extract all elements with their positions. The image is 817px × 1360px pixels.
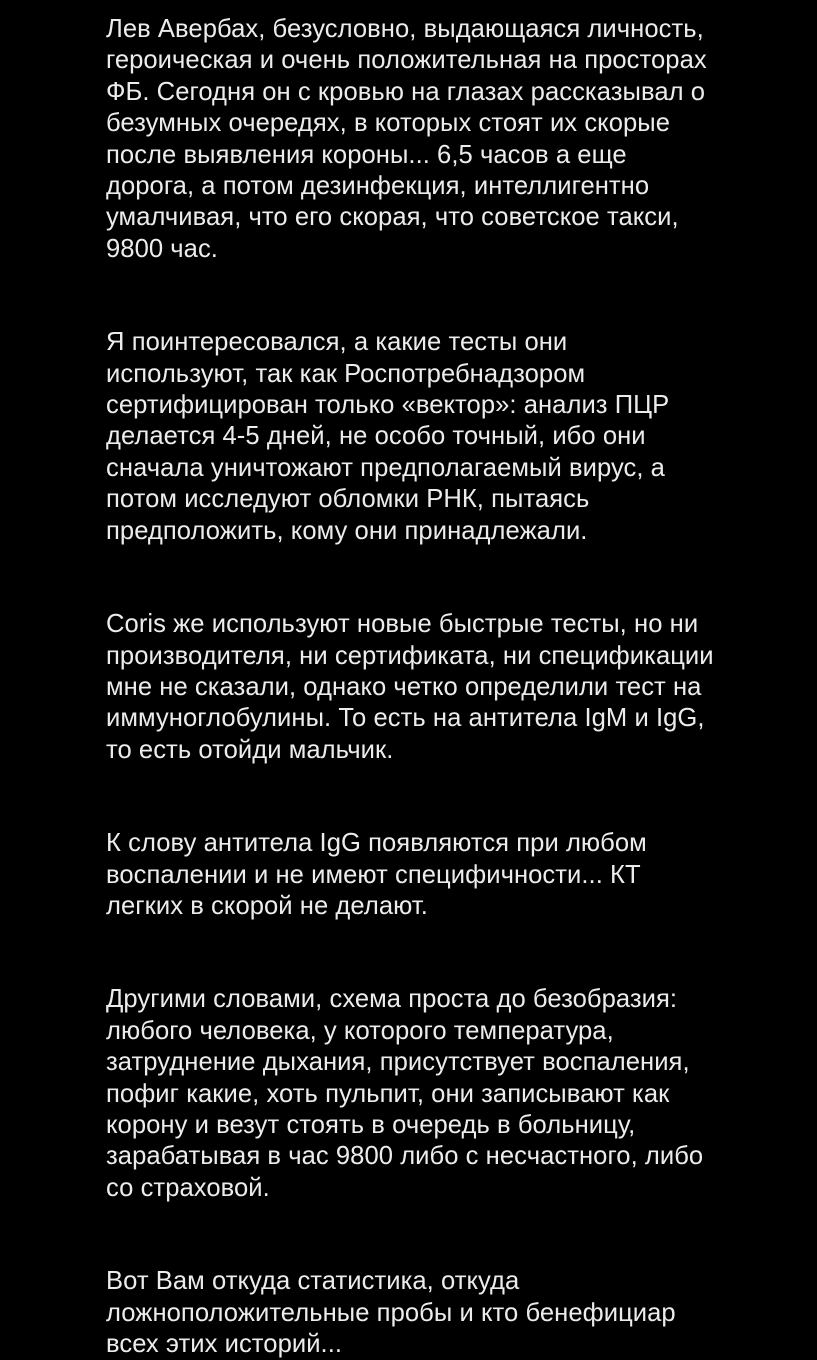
post-paragraph-5: Другими словами, схема проста до безобразия: любого человека, у которого температура, затруднение дыхания, присутствует воспаления, пофиг какие, хоть пульпит, они записывают как корону и везут стоять в очередь в больницу, зарабатывая в час 9800 либо с несчастного, либо со страховой. — [106, 985, 704, 1202]
post-paragraph-1: Лев Авербах, безусловно, выдающаяся личность, героическая и очень положительная на просторах ФБ. Сегодня он с кровью на глазах рассказывал о безумных очередях, в которых стоят их скорые после выявления короны... 6,5 часов а еще дорога, а потом дезинфекция, интеллигентно умалчивая, что его скорая, что советское такси, 9800 час. — [106, 15, 707, 263]
post-paragraph-2: Я поинтересовался, а какие тесты они используют, так как Роспотребнадзором сертифицирован только «вектор»: анализ ПЦР делается 4-5 дней, не особо точный, ибо они сначала уничтожают предполагаемый вирус, а потом исследуют обломки РНК, пытаясь предположить, кому они принадлежали. — [106, 328, 670, 545]
post-paragraph-3: Coris же используют новые быстрые тесты, но ни производителя, ни сертификата, ни спецификации мне не сказали, однако четко определили тест на иммуноглобулины. То есть на антитела IgM и IgG, то есть отойди мальчик. — [106, 610, 714, 764]
post-paragraph-4: К слову антитела IgG появляются при любом воспалении и не имеют специфичности... КТ легких в скорой не делают. — [106, 829, 647, 920]
post-paragraph-6: Вот Вам откуда статистика, откуда ложноположительные пробы и кто бенефициар всех этих историй... — [106, 1267, 676, 1358]
post-text — [106, 14, 796, 1360]
